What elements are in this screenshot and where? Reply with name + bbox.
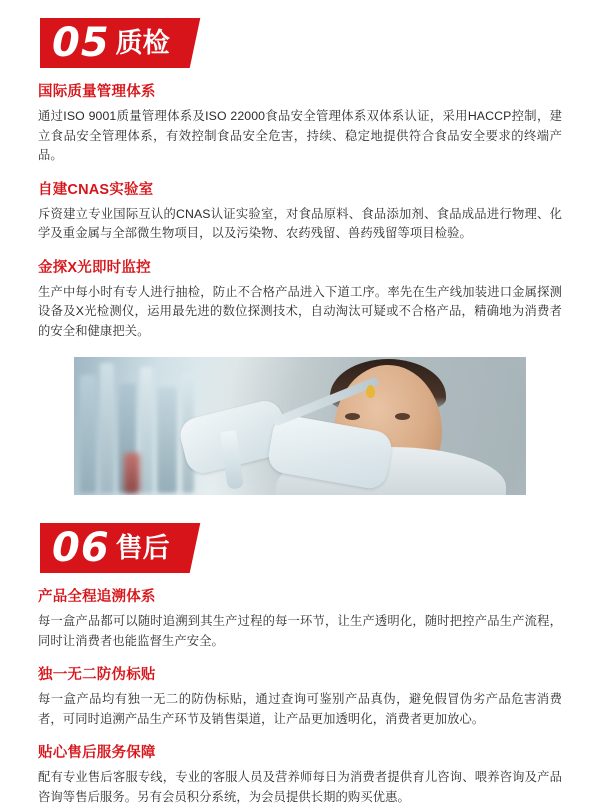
section-number: 06 (52, 525, 110, 571)
block-heading: 国际质量管理体系 (38, 84, 156, 100)
block-after-sales-service (38, 743, 562, 807)
block-anti-counterfeit-label (38, 665, 562, 729)
block-heading: 独一无二防伪标贴 (38, 667, 156, 683)
banner-box (40, 18, 184, 68)
section-quality-inspection (38, 0, 562, 495)
block-xray-monitoring (38, 258, 562, 342)
photo-illustration (74, 357, 526, 495)
section-banner-06 (40, 523, 184, 573)
block-heading: 产品全程追溯体系 (38, 589, 156, 605)
section-banner-05 (40, 18, 184, 68)
block-body: 配有专业售后客服专线，专业的客服人员及营养师每日为消费者提供育儿咨询、喂养咨询及产品咨询等售后服务。另有会员积分系统，为会员提供长期的购买优惠。 (38, 770, 562, 804)
block-body: 通过ISO 9001质量管理体系及ISO 22000食品安全管理体系双体系认证，采用HACCP控制，建立食品安全管理体系，有效控制食品安全危害，持续、稳定地提供符合食品安全要求的终端产品。 (38, 109, 562, 162)
block-body: 每一盒产品均有独一无二的防伪标贴，通过查询可鉴别产品真伪，避免假冒伪劣产品危害消费者，可同时追溯产品生产环节及销售渠道，让产品更加透明化，消费者更加放心。 (38, 692, 562, 726)
section-title: 售后 (115, 533, 170, 563)
block-traceability (38, 587, 562, 651)
section-number: 05 (52, 20, 110, 66)
block-body: 生产中每小时有专人进行抽检，防止不合格产品进入下道工序。率先在生产线加装进口金属探测设备及X光检测仪，运用最先进的数位探测技术，自动淘汰可疑或不合格产品，精确地为消费者的安全和健康把关。 (38, 284, 562, 338)
lab-technician-photo (74, 357, 526, 495)
block-heading: 贴心售后服务保障 (38, 745, 156, 761)
section-after-sales (38, 495, 562, 807)
block-body: 斥资建立专业国际互认的CNAS认证实验室，对食品原料、食品添加剂、食品成品进行物理、化学及重金属与全部微生物项目，以及污染物、农药残留、兽药残留等项目检验。 (38, 206, 562, 240)
block-body: 每一盒产品都可以随时追溯到其生产过程的每一环节，让生产透明化，随时把控产品生产流程，同时让消费者也能监督生产安全。 (38, 614, 562, 648)
section-title: 质检 (115, 28, 170, 58)
block-heading: 自建CNAS实验室 (38, 181, 154, 198)
block-heading: 金探X光即时监控 (38, 259, 151, 276)
banner-box (40, 523, 184, 573)
block-cnas-lab (38, 180, 562, 244)
block-iso-system (38, 82, 562, 166)
